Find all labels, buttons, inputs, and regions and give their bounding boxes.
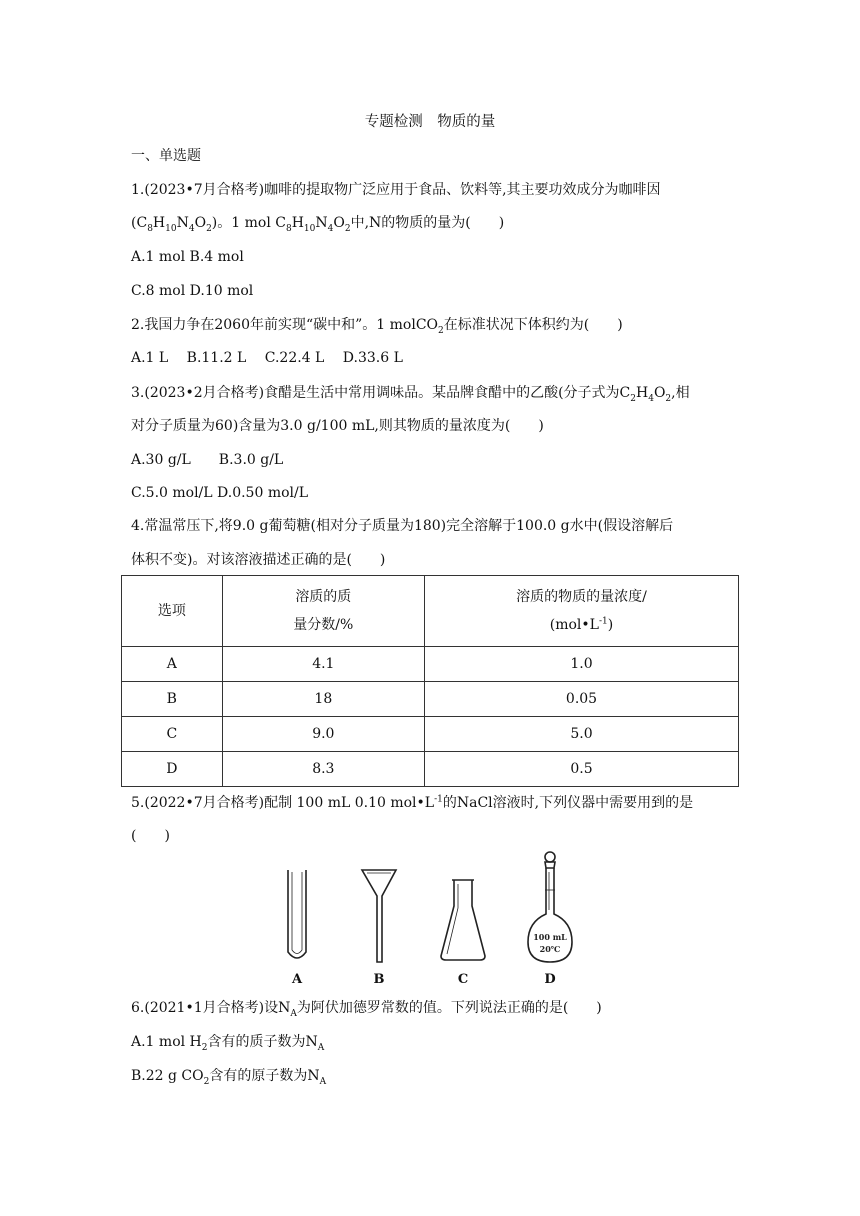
question-6-text: 6.(2021•1月合格考)设$N_A$为阿伏加德罗常数的值。下列说法正确的是( ) — [131, 1000, 602, 1019]
header-concentration: 溶质的物质的量浓度/ $(mol•L^{-1})$ — [424, 576, 738, 647]
header-option: 选项 — [122, 576, 223, 647]
question-2-options: A.1 L B.11.2 L C.22.4 L D.33.6 L — [131, 350, 403, 366]
question-3-options-cd: C.5.0 mol/L D.0.50 mol/L — [131, 485, 309, 501]
cell-option: C — [122, 717, 223, 752]
flask-temp-label: 20℃ — [539, 944, 561, 954]
funnel-icon — [362, 870, 396, 962]
table-row — [122, 752, 739, 787]
cell-concentration: 5.0 — [424, 717, 738, 752]
question-1-line1: 1.(2023•7月合格考)咖啡的提取物广泛应用于食品、饮料等,其主要功效成分为咖啡因 — [131, 182, 661, 198]
question-1-options-ab: A.1 mol B.4 mol — [131, 249, 244, 265]
table-row — [122, 717, 739, 752]
question-5-line1: 5.(2022•7月合格考)配制 100 mL 0.10 $mol•L^{-1}$的NaCl溶液时,下列仪器中需要用到的是 — [131, 794, 694, 811]
test-tube-icon — [288, 870, 306, 958]
cell-concentration: 1.0 — [424, 647, 738, 682]
question-6-option-b: B.22 g $CO_2$含有的原子数为$N_A$ — [131, 1068, 327, 1087]
cell-concentration: 0.05 — [424, 682, 738, 717]
solution-table — [121, 575, 739, 787]
apparatus-drawing — [270, 850, 600, 990]
question-3-line1: 3.(2023•2月合格考)食醋是生活中常用调味品。某品牌食醋中的乙酸(分子式为$C_2H_4O_2$,相 — [131, 385, 690, 404]
question-4-line2: 体积不变)。对该溶液描述正确的是( ) — [131, 552, 386, 568]
cell-mass-fraction: 9.0 — [222, 717, 424, 752]
question-6-option-a: A.1 mol $H_2$含有的质子数为$N_A$ — [131, 1034, 325, 1053]
apparatus-figures — [270, 850, 600, 990]
question-3-options-ab: A.30 g/L B.3.0 g/L — [131, 452, 284, 468]
cell-option: A — [122, 647, 223, 682]
cell-mass-fraction: 4.1 — [222, 647, 424, 682]
figure-label-d: D — [544, 972, 556, 987]
question-2-text: 2.我国力争在2060年前实现“碳中和”。1 molCO$_2$在标准状况下体积约为( ) — [131, 317, 623, 336]
table-row — [122, 682, 739, 717]
question-1-line2: $(C_8H_{10}N_4O_2)$。1 mol $C_8H_{10}N_4O_2$中,N的物质的量为( ) — [131, 215, 505, 234]
table-header-row — [122, 576, 739, 647]
header-mass-fraction: 溶质的质 量分数/% — [222, 576, 424, 647]
figure-label-b: B — [373, 972, 385, 987]
figure-label-a: A — [291, 972, 303, 987]
flask-volume-label: 100 mL — [533, 932, 567, 942]
question-5-line2: ( ) — [131, 828, 170, 844]
cell-mass-fraction: 8.3 — [222, 752, 424, 787]
question-1-options-cd: C.8 mol D.10 mol — [131, 283, 254, 299]
cell-option: D — [122, 752, 223, 787]
cell-option: B — [122, 682, 223, 717]
figure-label-c: C — [457, 972, 469, 987]
page-title: 专题检测 物质的量 — [364, 114, 496, 130]
cell-concentration: 0.5 — [424, 752, 738, 787]
question-4-line1: 4.常温常压下,将9.0 g葡萄糖(相对分子质量为180)完全溶解于100.0 g水中(假设溶解后 — [131, 518, 674, 534]
question-3-line2: 对分子质量为60)含量为3.0 g/100 mL,则其物质的量浓度为( ) — [131, 418, 544, 434]
cell-mass-fraction: 18 — [222, 682, 424, 717]
table-row — [122, 647, 739, 682]
conical-flask-icon — [441, 880, 485, 960]
section-heading: 一、单选题 — [131, 148, 201, 164]
